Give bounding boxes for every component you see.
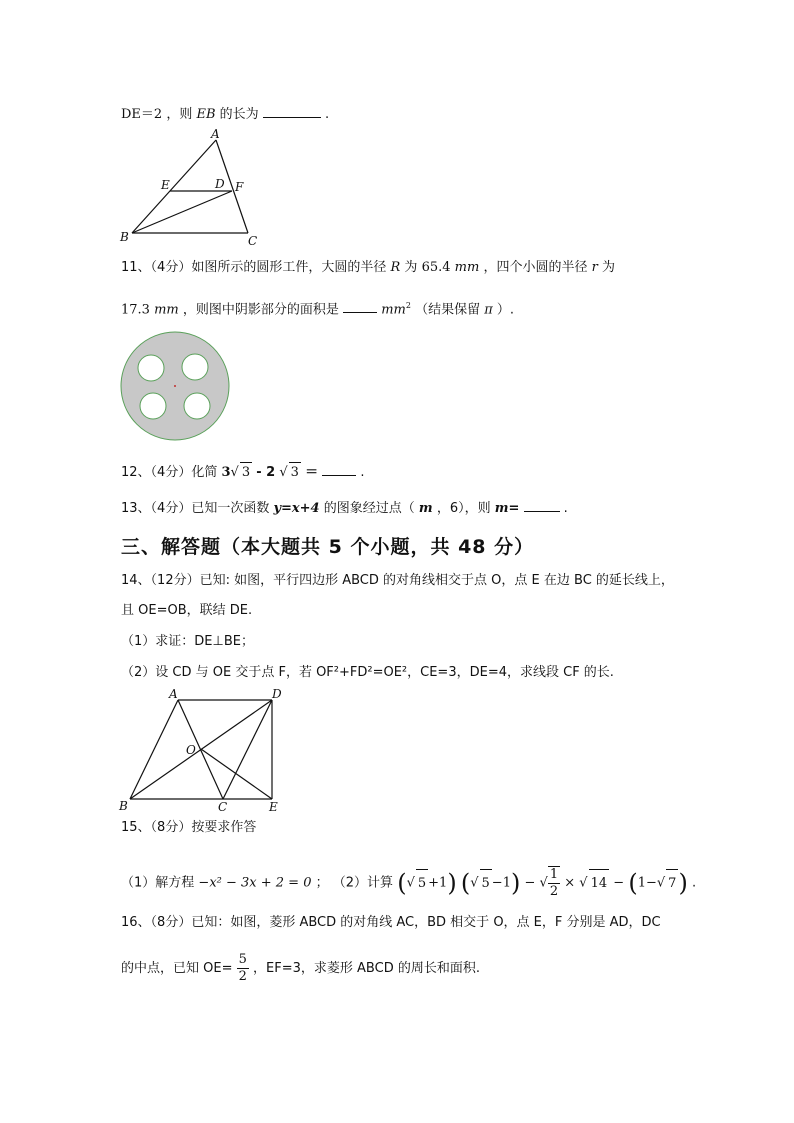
label-e: E <box>161 178 170 192</box>
q14-line1: 14、（12分）已知: 如图，平行四边形 ABCD 的对角线相交于点 O，点 E 在边 BC 的延长线上， <box>121 573 674 588</box>
label-o: O <box>186 743 196 757</box>
side-ab <box>132 140 216 233</box>
label-c: C <box>218 800 228 814</box>
label-b: B <box>119 799 128 813</box>
q16-line1: 16、（8分）已知：如图，菱形 ABCD 的对角线 AC，BD 相交于 O，点 E，F 分别是 AD，DC <box>121 915 661 930</box>
q11-line1: 11、（4分）如图所示的圆形工件，大圆的半径 R 为 65.4 mm ，四个小圆的半径 r 为 <box>121 260 615 275</box>
q14-part1: （1）求证：DE⊥BE； <box>121 634 254 649</box>
label-d: D <box>272 687 282 701</box>
answer-blank[interactable] <box>263 103 321 118</box>
section-title: 三、解答题（本大题共 5 个小题，共 48 分） <box>121 536 535 558</box>
q15-line2: （1）解方程 −x² − 3x + 2 = 0 ； （2）计算 (√ 5 +1) (√ 5 −1) − √ $\frac{1}{2}$ × √ 14 − (1−√ 7) . <box>121 867 697 899</box>
circle-workpiece-figure <box>120 331 232 443</box>
small-circle-top-right <box>182 354 208 380</box>
fraction-five-halves: $\frac{5}{2}$ <box>238 952 247 984</box>
side-ab <box>130 700 178 799</box>
side-dc <box>223 700 272 799</box>
triangle-figure <box>115 127 275 248</box>
label-d: D <box>215 177 225 191</box>
q11-line2: 17.3 mm ，则图中阴影部分的面积是 $mm^2$ （结果保留 π ）. <box>121 296 514 320</box>
small-circle-bottom-right <box>184 393 210 419</box>
q14-line2: 且 OE=OB，联结 DE. <box>121 603 253 618</box>
label-b: B <box>120 230 129 244</box>
label-c: C <box>248 234 258 248</box>
label-e: E <box>269 800 278 814</box>
label-f: F <box>235 180 244 194</box>
segment-bd <box>132 191 232 233</box>
small-circle-bottom-left <box>140 393 166 419</box>
answer-blank[interactable] <box>322 461 356 476</box>
answer-blank[interactable] <box>343 298 377 313</box>
fraction-half: $\frac{1}{2}$ <box>549 867 559 899</box>
q16-line2: 的中点，已知 OE= $\frac{5}{2}$ ，EF=3，求菱形 ABCD 的周长和面积. <box>121 952 480 984</box>
label-a: A <box>169 687 178 701</box>
q15-line1: 15、（8分）按要求作答 <box>121 820 257 835</box>
q10-line: DE＝2 ，则 EB 的长为 . <box>121 103 329 125</box>
label-a: A <box>211 127 220 141</box>
q14-part2: （2）设 CD 与 OE 交于点 F，若 OF²+FD²=OE²，CE=3，DE=4，求线段 CF 的长. <box>121 665 614 680</box>
answer-blank[interactable] <box>524 497 560 512</box>
center-dot <box>174 385 176 387</box>
parallelogram-figure <box>115 688 295 814</box>
q12-line: 12、（4分）化简 3√ 3 - 2 √ 3 ＝ . <box>121 461 365 483</box>
q13-line: 13、（4分）已知一次函数 y=x+4 的图象经过点（ m ，6），则 m= . <box>121 497 568 519</box>
small-circle-top-left <box>138 355 164 381</box>
